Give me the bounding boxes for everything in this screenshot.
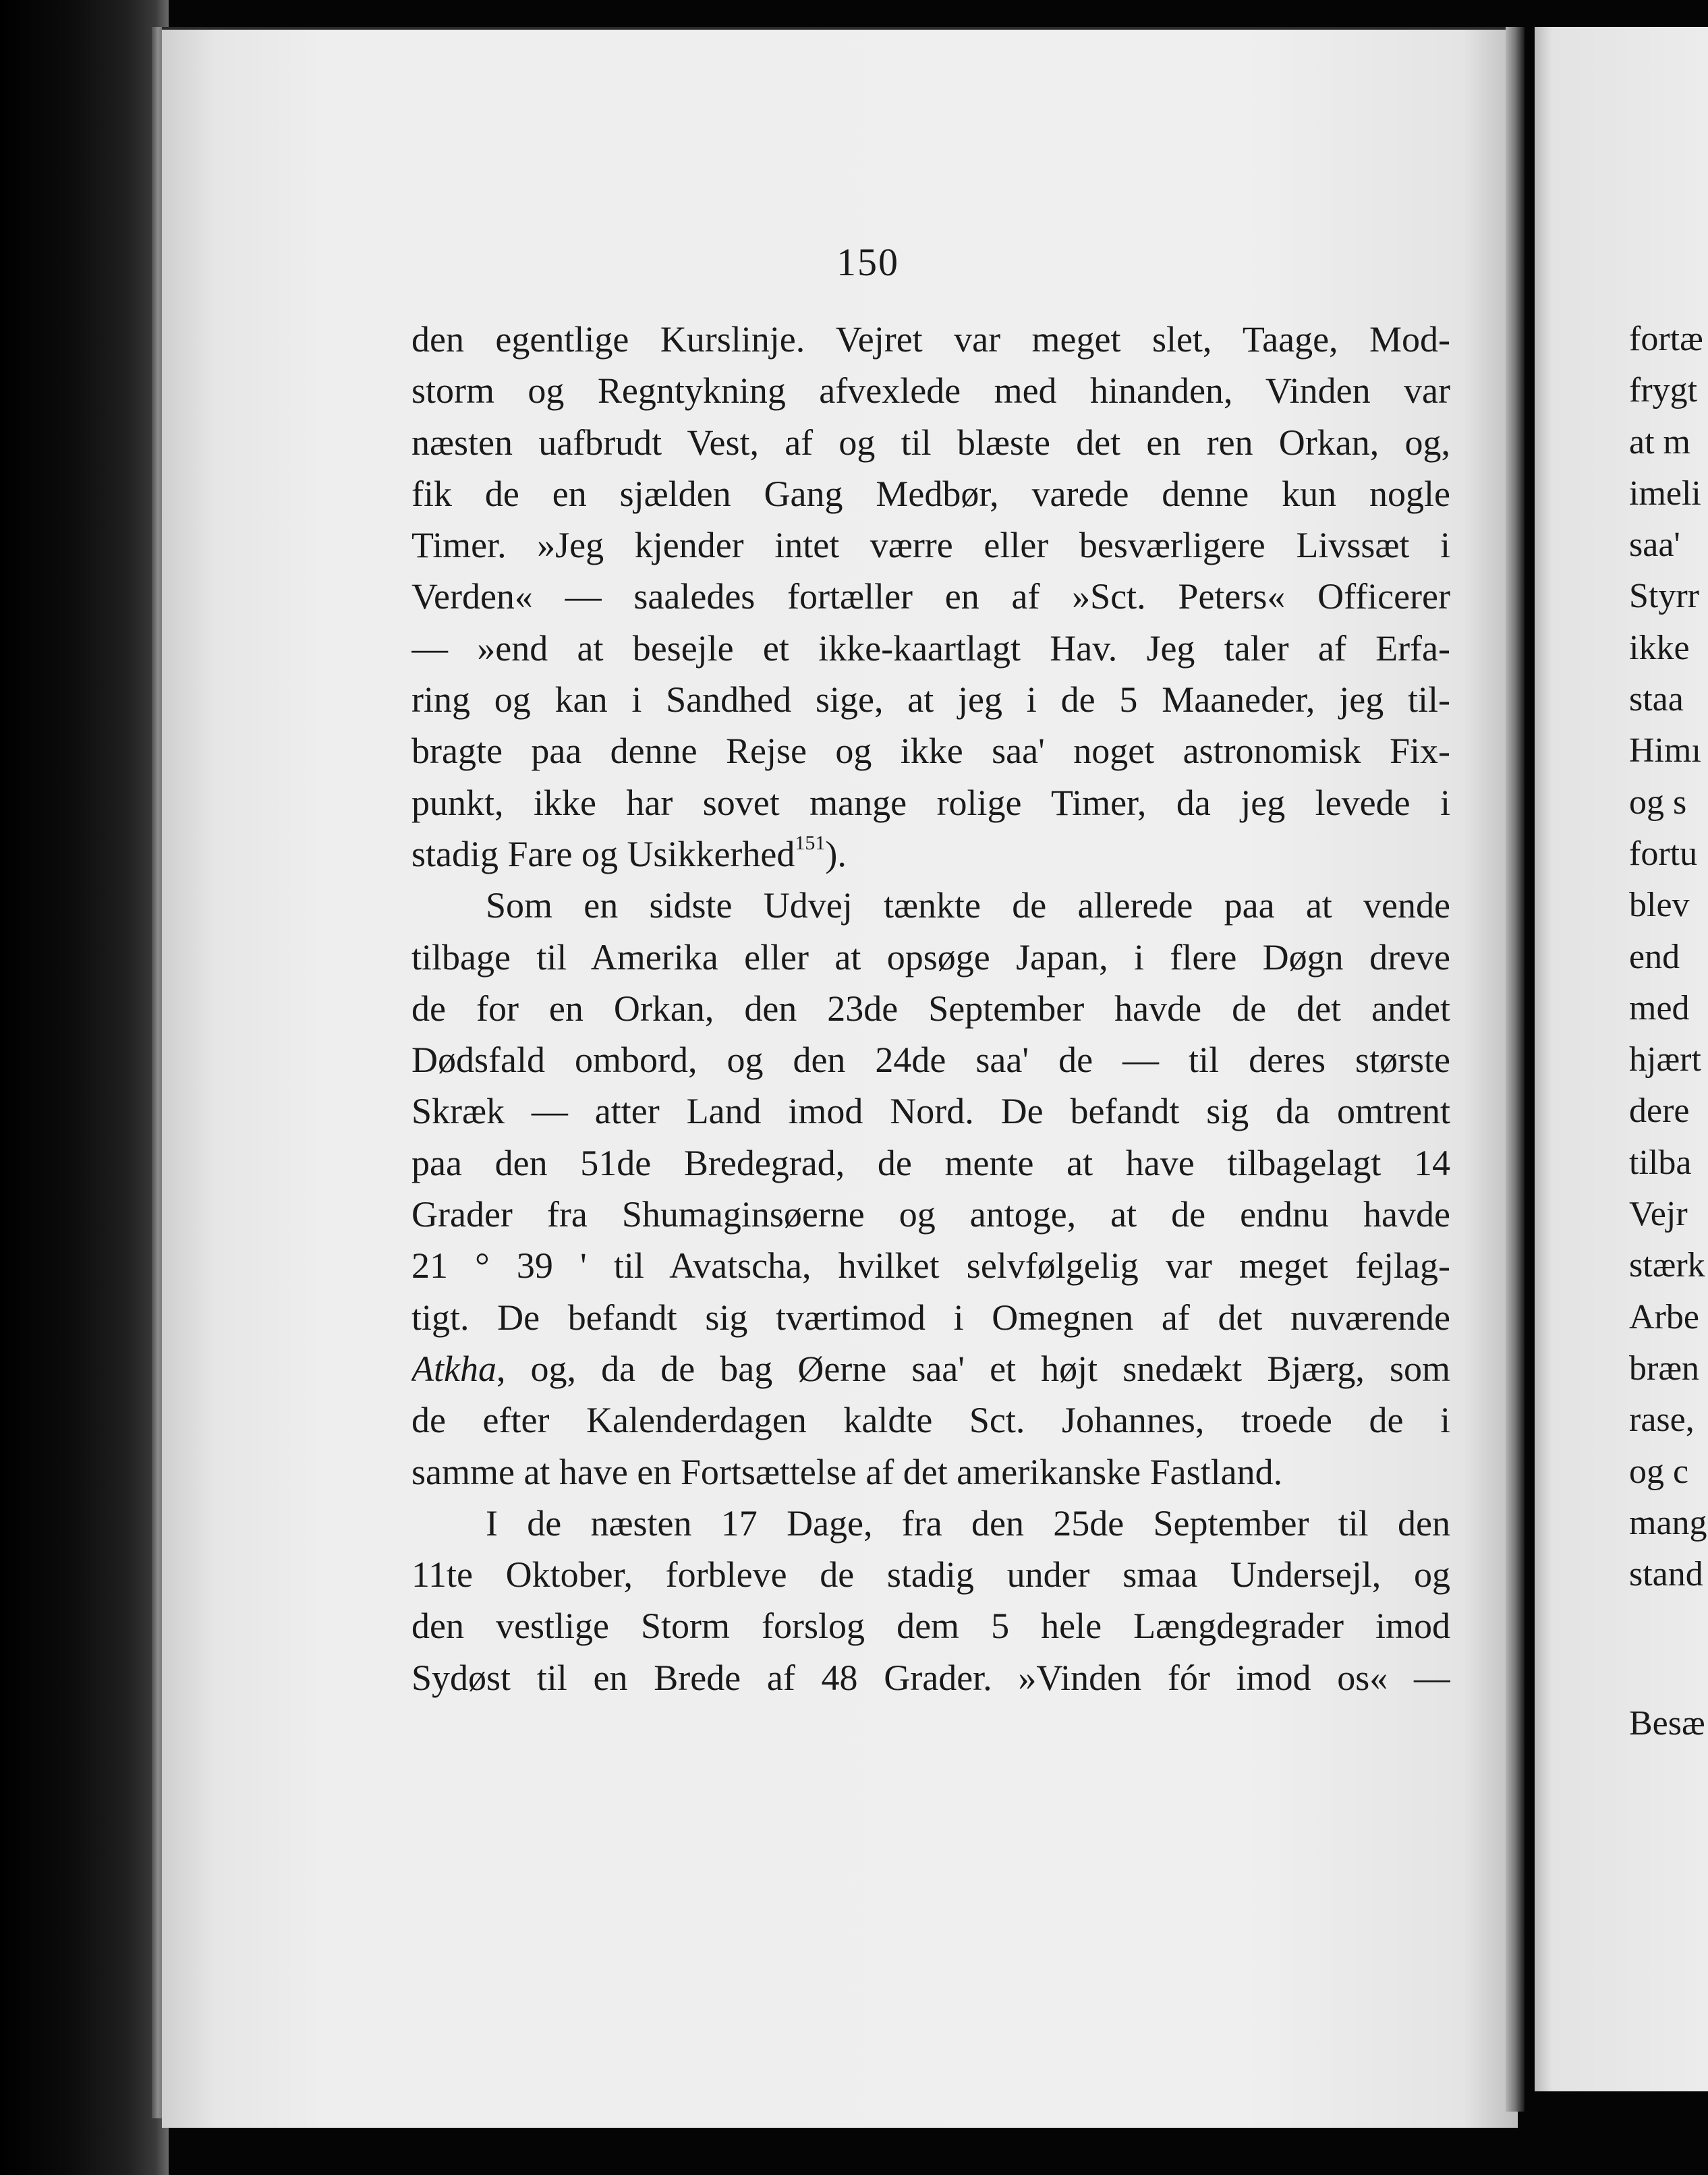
text-line: 21 ° 39 ' til Avatscha, hvilket selvfølgelig var meget fejlag- [411,1245,1450,1287]
next-page-line: fortu [1629,834,1698,873]
text-line: ring og kan i Sandhed sige, at jeg i de 5 Maaneder, jeg til- [411,679,1450,721]
next-page-line: saa' [1629,526,1680,565]
next-page-line: og s [1629,783,1687,822]
text-line: Grader fra Shumaginsøerne og antoge, at de endnu havde [411,1194,1450,1235]
text-line: samme at have en Fortsættelse af det amerikanske Fastland. [411,1451,1283,1492]
text-line: I de næsten 17 Dage, fra den 25de September til den [486,1502,1450,1544]
text-line: tigt. De befandt sig tværtimod i Omegnen af det nuværende [411,1297,1450,1338]
text-line: 11te Oktober, forbleve de stadig under smaa Undersejl, og [411,1554,1450,1595]
text-line: Sydøst til en Brede af 48 Grader. »Vinden fór imod os« — [411,1657,1450,1698]
italic-place-name: Atkha [411,1348,496,1389]
text-line [411,1343,1450,1394]
next-page-line: Himı [1629,731,1701,770]
text-line: paa den 51de Bredegrad, de mente at have tilbagelagt 14 [411,1142,1450,1183]
text-line: tilbage til Amerika eller at opsøge Japan, i flere Døgn dreve [411,936,1450,978]
text-line: de efter Kalenderdagen kaldte Sct. Johannes, troede de i [411,1400,1450,1441]
text-line [411,828,1450,880]
next-page-line: med [1629,988,1690,1027]
next-page-line: stand [1629,1555,1703,1594]
next-page-line: Arbe [1629,1297,1699,1336]
next-page-text [1629,314,1708,1600]
next-page-line: ikke [1629,628,1690,667]
next-page-line: dere [1629,1092,1690,1131]
next-page-line: staa [1629,680,1684,719]
next-page-line: blev [1629,886,1690,925]
next-page-line: og c [1629,1452,1689,1491]
next-page-line: frygt [1629,371,1698,410]
page-gutter-shadow [1506,27,1525,2112]
text-line: Verden« — saaledes fortæller en af »Sct. Peters« Officerer [411,576,1450,617]
next-page-line: end [1629,937,1680,976]
next-page-line: mang [1629,1503,1707,1542]
next-page-line: at m [1629,422,1690,461]
text-line: fik de en sjælden Gang Medbør, varede denne kun nogle [411,473,1450,514]
text-line: bragte paa denne Rejse og ikke saa' noget astronomisk Fix- [411,731,1450,772]
next-page-line: hjært [1629,1040,1701,1079]
next-page-line: Vejr [1629,1195,1688,1234]
text-line: storm og Regntykning afvexlede med hinanden, Vinden var [411,370,1450,412]
book-spine [0,0,169,2175]
text-line: — »end at besejle et ikke-kaartlagt Hav. Jeg taler af Erfa- [411,627,1450,669]
next-page-line: Styrr [1629,577,1699,616]
text-line: Timer. »Jeg kjender intet værre eller besværligere Livssæt i [411,525,1450,566]
next-page-line: imeli [1629,474,1701,513]
text-line: de for en Orkan, den 23de September havde de det andet [411,988,1450,1029]
text-line: punkt, ikke har sovet mange rolige Timer, da jeg levede i [411,782,1450,823]
paragraph-end-text: stadig Fare og Usikkerhed [411,833,795,874]
text-line: Som en sidste Udvej tænkte de allerede paa at vende [486,885,1450,926]
page-body-text [411,314,1450,1703]
footnote-reference: 151 [795,831,826,854]
next-page-line: tilba [1629,1143,1692,1182]
next-page-line: bræn [1629,1349,1699,1388]
next-page-line: fortæ [1629,320,1703,358]
text-line: den egentlige Kurslinje. Vejret var meget slet, Taage, Mod- [411,319,1450,360]
next-page-line: rase, [1629,1401,1695,1440]
next-page-line: stærk [1629,1246,1705,1285]
paragraph-end-punct: ). [825,833,847,874]
text-span: , og, da de bag Øerne saa' et højt snedækt Bjærg, som [496,1348,1450,1389]
text-line: Dødsfald ombord, og den 24de saa' de — til deres største [411,1040,1450,1081]
page-number: 150 [836,240,899,284]
next-page-last-line: Besæ [1629,1704,1705,1743]
text-line: den vestlige Storm forslog dem 5 hele Længdegrader imod [411,1606,1450,1647]
text-line: næsten uafbrudt Vest, af og til blæste det en ren Orkan, og, [411,422,1450,463]
text-line: Skræk — atter Land imod Nord. De befandt sig da omtrent [411,1091,1450,1132]
